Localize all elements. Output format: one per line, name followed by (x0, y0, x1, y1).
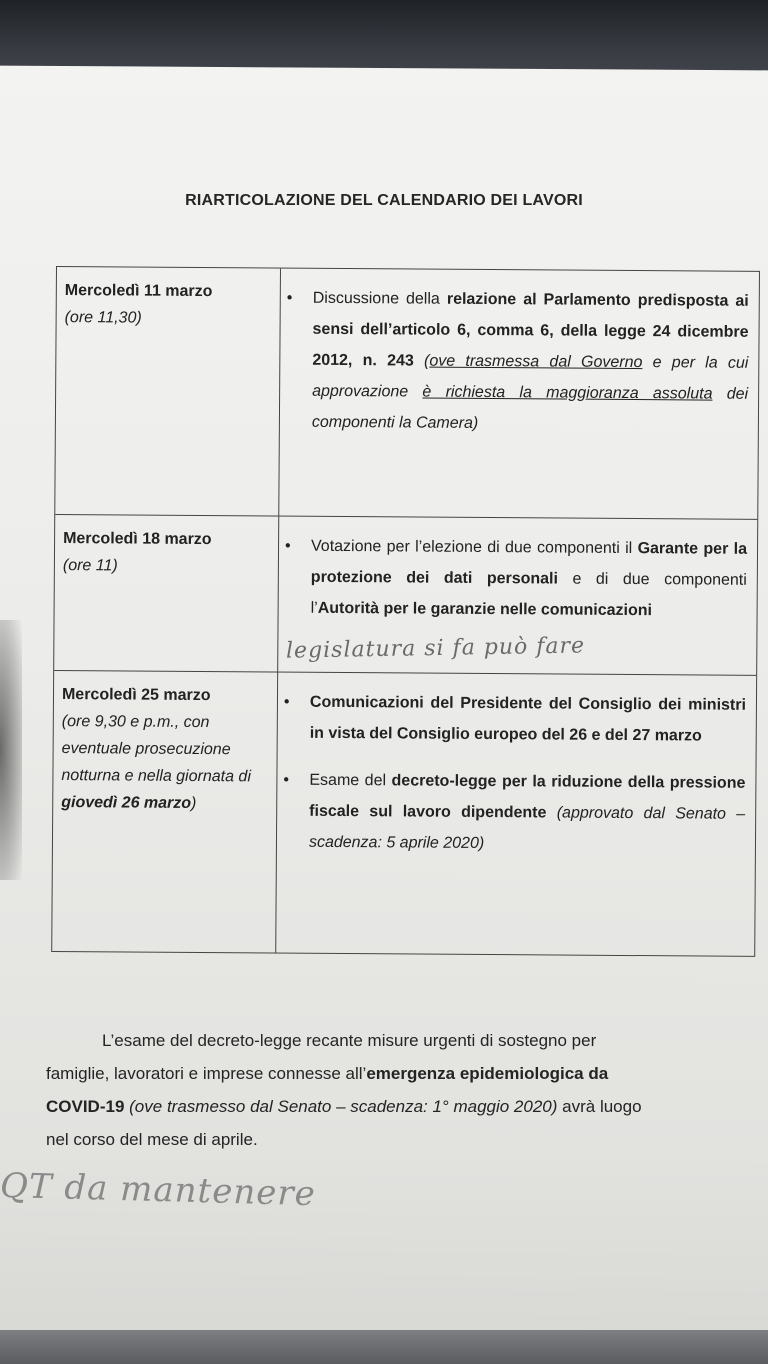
item-italic-text: e per la cui approvazione (312, 354, 749, 401)
item-bold-text: relazione al Parlamento predisposta ai sensi dell’articolo 6, comma 6, della legge 24 dicembre 2012, n. 243 (312, 290, 749, 370)
paragraph-line: L’esame del decreto-legge recante misure urgenti di sostegno per (102, 1031, 597, 1050)
date-cell (52, 671, 278, 953)
item-bold-text: Garante per la protezione dei dati personali (310, 540, 748, 588)
list-item (312, 283, 749, 441)
paragraph-line (46, 1090, 768, 1123)
item-text: Discussione della (312, 289, 447, 308)
handwritten-note: legislatura si fa può fare (285, 633, 586, 664)
paragraph-bold-text: emergenza epidemiologica da (366, 1064, 609, 1083)
item-text: Esame del (309, 771, 392, 790)
background-bottom (0, 1330, 768, 1364)
table-row (52, 671, 756, 956)
date-cell (54, 515, 279, 672)
time-text: (ore 9,30 e p.m., con eventuale prosecuzione notturna e nella giornata di (61, 713, 251, 786)
item-italic-text: dei componenti la Camera) (311, 385, 749, 432)
item-bold-text: Comunicazioni del Presidente del Consiglio dei ministri in vista del Consiglio europeo del 26 e del 27 marzo (309, 693, 747, 745)
item-italic-text: (approvato dal Senato – scadenza: 5 aprile 2020) (308, 804, 746, 853)
paragraph-line (46, 1057, 768, 1090)
schedule-table (51, 266, 760, 957)
item-text: Votazione per l’elezione di due componenti il (310, 537, 638, 558)
paragraph-text: famiglie, lavoratori e imprese connesse all’ (46, 1064, 367, 1083)
list-item (309, 765, 746, 861)
paragraph-text: avrà luogo (557, 1097, 642, 1116)
time-label: (ore 11,30) (64, 309, 142, 327)
document-title: RIARTICOLAZIONE DEL CALENDARIO DEI LAVORI (185, 192, 583, 209)
item-underlined-text: è richiesta la maggioranza assoluta (422, 383, 713, 403)
list-item (310, 687, 746, 752)
description-cell (279, 269, 759, 519)
day-label: Mercoledì 25 marzo (61, 686, 211, 705)
item-bold-text: Autorità per le garanzie nelle comunicazioni (317, 599, 653, 620)
body-paragraph (46, 1024, 768, 1156)
day-label: Mercoledì 11 marzo (64, 282, 213, 301)
item-bold-text: decreto-legge per la riduzione della pressione fiscale sul lavoro dipendente (309, 772, 746, 822)
paragraph-line: nel corso del mese di aprile. (46, 1130, 258, 1149)
item-italic-text: ( (413, 352, 430, 370)
description-cell (276, 673, 756, 956)
day-label: Mercoledì 18 marzo (63, 530, 212, 549)
item-text: e di due componenti l’ (310, 570, 747, 617)
time-label: (ore 11) (62, 557, 118, 575)
time-label (61, 708, 269, 817)
paragraph-italic-text: (ove trasmesso dal Senato – scadenza: 1° maggio 2020) (124, 1097, 558, 1116)
paragraph-bold-text: COVID-19 (46, 1097, 125, 1116)
time-text: ) (191, 794, 197, 812)
handwritten-note: QT da mantenere (0, 1165, 317, 1215)
date-cell (55, 267, 281, 516)
list-item (311, 531, 748, 627)
finger-shadow (0, 620, 22, 880)
table-row (55, 267, 759, 520)
item-underlined-text: ove trasmessa dal Governo (429, 352, 643, 372)
time-bold-text: giovedì 26 marzo (61, 794, 192, 812)
